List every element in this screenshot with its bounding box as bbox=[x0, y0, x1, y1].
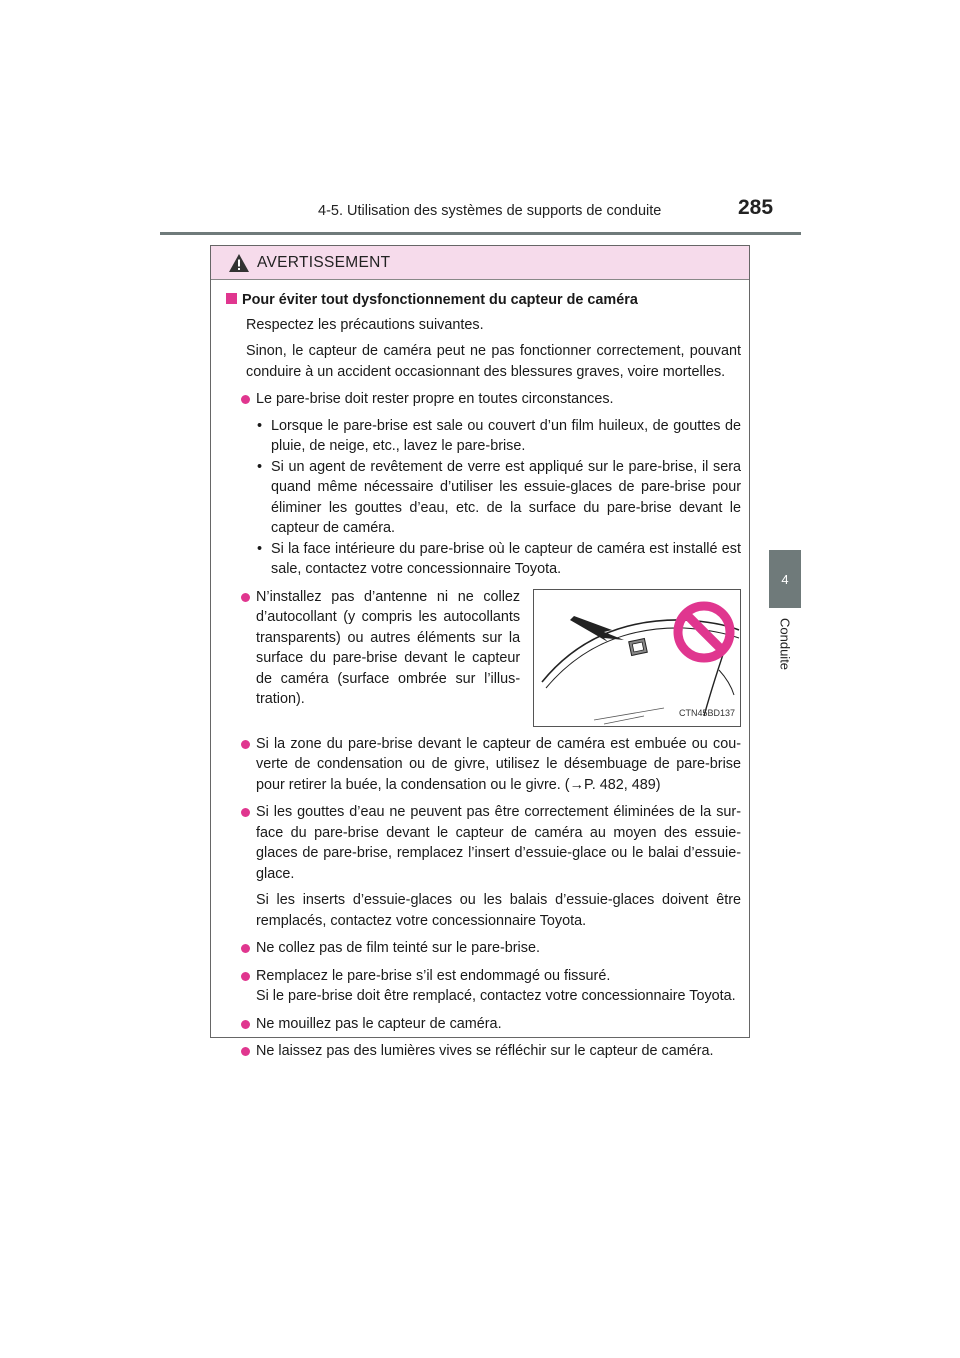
bullet-text: N’installez pas d’antenne ni ne collez d’autocollant (y compris les autocollants transparents) ou autres éléments sur la surface du pare-brise devant le capteur de caméra (surface ombrée sur l’illus-tration). bbox=[256, 588, 521, 707]
bullet-text: Ne collez pas de film teinté sur le pare-brise. bbox=[256, 940, 540, 956]
warning-triangle-icon bbox=[228, 253, 250, 273]
windshield-illustration bbox=[533, 589, 741, 727]
square-bullet-icon bbox=[226, 293, 237, 304]
header-rule bbox=[160, 232, 801, 235]
dot-marker: • bbox=[257, 458, 263, 475]
page-number: 285 bbox=[738, 196, 774, 219]
list-item bbox=[241, 734, 741, 796]
circle-bullet-icon bbox=[241, 944, 250, 953]
header-section-title: 4-5. Utilisation des systèmes de supports de conduite bbox=[318, 203, 662, 219]
chapter-tab bbox=[769, 550, 801, 608]
warning-body bbox=[211, 280, 749, 1062]
figure-code: CTN45BD137 bbox=[678, 708, 735, 718]
bullet-text: Si les gouttes d’eau ne peuvent pas être correctement éliminées de la sur-face du pare-brise devant le capteur de caméra au moyen des essuie-glaces de pare-brise, remplacez l’insert d’essuie-glace ou le balai d’essuie-glace. bbox=[256, 804, 741, 882]
circle-bullet-icon bbox=[241, 808, 250, 817]
sub-bullet-text: Si un agent de revêtement de verre est appliqué sur le pare-brise, il sera quand même nécessaire d’utiliser les essuie-glaces de pare-brise pour éliminer les gouttes d’eau, etc. de la surface du pare-brise devant le capteur de caméra. bbox=[271, 458, 741, 536]
bullet-note: Si les inserts d’essuie-glaces ou les balais d’essuie-glaces doivent être remplacés, contactez votre concessionnaire Toyota. bbox=[256, 892, 741, 929]
circle-bullet-icon bbox=[241, 740, 250, 749]
list-item bbox=[241, 1041, 741, 1062]
list-item bbox=[241, 587, 520, 710]
bullet-note: Si le pare-brise doit être remplacé, contactez votre concessionnaire Toyota. bbox=[256, 988, 736, 1004]
sub-list-item bbox=[257, 457, 741, 539]
bullet-text: Si la zone du pare-brise devant le capteur de caméra est embuée ou cou-verte de condensation ou de givre, utilisez le désembuage de pare-brise pour retirer la buée, la condensation ou le givre. (→P. 482, 489) bbox=[256, 735, 741, 793]
intro-paragraph-2: Sinon, le capteur de caméra peut ne pas fonctionner correctement, pouvant conduire à un accident occasionnant des blessures graves, voire mortelles. bbox=[246, 343, 741, 380]
circle-bullet-icon bbox=[241, 1047, 250, 1056]
section-title-text: Pour éviter tout dysfonctionnement du capteur de caméra bbox=[242, 292, 638, 308]
chapter-number: 4 bbox=[781, 571, 789, 587]
sub-bullet-text: Lorsque le pare-brise est sale ou couvert d’un film huileux, de gouttes de pluie, de neige, etc., lavez le pare-brise. bbox=[271, 417, 741, 454]
warning-box bbox=[210, 245, 750, 1059]
bullet-text: Le pare-brise doit rester propre en toutes circonstances. bbox=[256, 391, 614, 407]
intro-paragraph-1: Respectez les précautions suivantes. bbox=[246, 316, 484, 333]
list-item bbox=[241, 938, 741, 959]
bullet-text: Ne laissez pas des lumières vives se réfléchir sur le capteur de caméra. bbox=[256, 1043, 714, 1059]
bullet-text: Remplacez le pare-brise s’il est endommagé ou fissuré. bbox=[256, 967, 611, 984]
warning-header bbox=[211, 246, 749, 280]
circle-bullet-icon bbox=[241, 593, 250, 602]
circle-bullet-icon bbox=[241, 1020, 250, 1029]
illustration-row bbox=[226, 587, 741, 727]
sub-list-item bbox=[257, 416, 741, 457]
sub-bullet-text: Si la face intérieure du pare-brise où le capteur de caméra est installé est sale, contactez votre concessionnaire Toyota. bbox=[271, 540, 741, 577]
bullet-text: Ne mouillez pas le capteur de caméra. bbox=[256, 1015, 502, 1032]
chapter-label: Conduite bbox=[777, 618, 793, 671]
list-item bbox=[241, 389, 741, 410]
list-item bbox=[241, 966, 741, 987]
warning-title: AVERTISSEMENT bbox=[257, 253, 391, 271]
list-item bbox=[241, 802, 741, 884]
section-title bbox=[226, 290, 741, 311]
dot-marker: • bbox=[257, 540, 263, 557]
dot-marker: • bbox=[257, 417, 263, 434]
circle-bullet-icon bbox=[241, 972, 250, 981]
circle-bullet-icon bbox=[241, 395, 250, 404]
list-item bbox=[241, 1014, 741, 1035]
sub-list-item bbox=[257, 539, 741, 580]
